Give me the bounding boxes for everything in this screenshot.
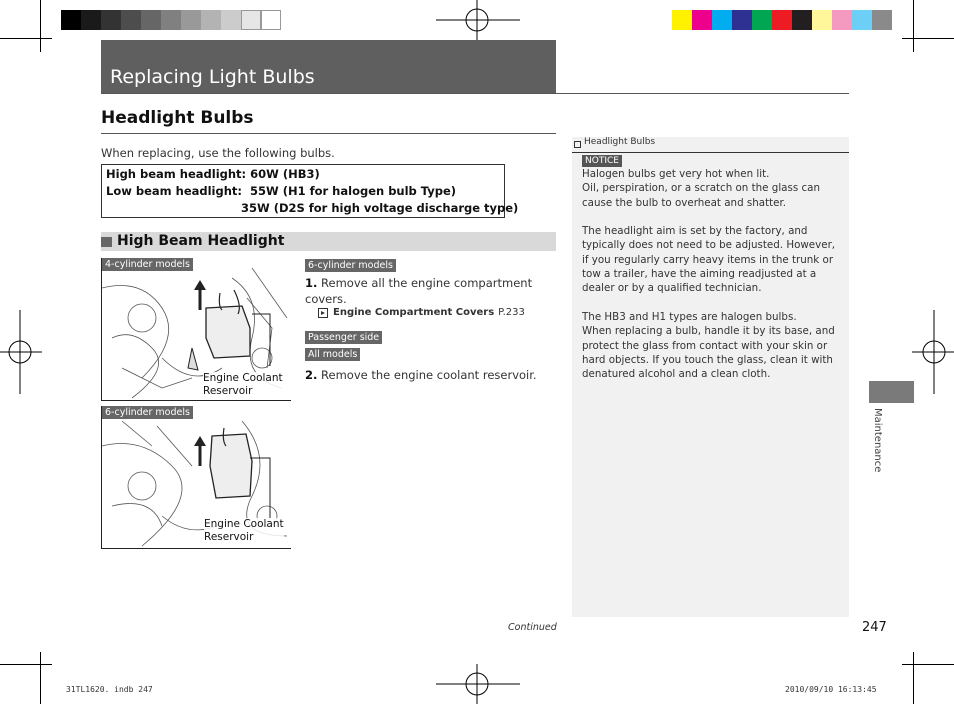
step-2	[305, 367, 555, 383]
color-swatch	[261, 10, 281, 30]
color-swatch	[672, 10, 692, 30]
step-number: 1.	[305, 276, 318, 290]
color-swatch	[181, 10, 201, 30]
color-swatch	[852, 10, 872, 30]
footer-timestamp: 2010/09/10 16:13:45	[785, 685, 877, 694]
color-swatch	[241, 10, 261, 30]
color-swatch	[161, 10, 181, 30]
color-swatch	[201, 10, 221, 30]
callout-line: Engine Coolant	[203, 372, 283, 384]
color-swatch	[772, 10, 792, 30]
registration-mark-right	[912, 310, 954, 394]
subsection-bar	[101, 232, 556, 251]
color-swatch	[121, 10, 141, 30]
step-1	[305, 275, 545, 307]
chapter-tab[interactable]	[869, 381, 914, 403]
subsection-title: High Beam Headlight	[117, 233, 285, 249]
section-title: Headlight Bulbs	[101, 108, 254, 128]
side-note-panel	[572, 137, 849, 617]
reference-page: P.233	[498, 307, 525, 318]
cross-reference[interactable]	[318, 307, 525, 318]
figure-4-cylinder	[101, 258, 291, 401]
side-note-title: Headlight Bulbs	[584, 137, 656, 147]
section-divider	[101, 133, 556, 134]
side-note-paragraph: Halogen bulbs get very hot when lit. Oil, perspiration, or a scratch on the glass can cause the bulb to overheat and shatter.	[582, 168, 820, 209]
callout-line: Reservoir	[204, 531, 254, 543]
color-swatch	[692, 10, 712, 30]
chapter-title-bar	[101, 40, 556, 93]
bulb-spec-row: Low beam headlight: 55W (H1 for halogen bulb Type)	[106, 184, 457, 198]
callout-line: Engine Coolant	[204, 518, 284, 530]
intro-text: When replacing, use the following bulbs.	[101, 146, 335, 160]
color-swatch	[792, 10, 812, 30]
color-swatch	[732, 10, 752, 30]
color-swatch	[101, 10, 121, 30]
bulb-spec-row: 35W (D2S for high voltage discharge type)	[241, 201, 519, 215]
page-title: Replacing Light Bulbs	[110, 66, 315, 88]
color-swatch	[752, 10, 772, 30]
color-swatch	[872, 10, 892, 30]
color-swatch	[81, 10, 101, 30]
figure-tag: 6-cylinder models	[102, 406, 193, 419]
reference-label: Engine Compartment Covers	[333, 307, 495, 318]
figure-tag: 4-cylinder models	[102, 258, 193, 271]
color-swatch	[141, 10, 161, 30]
registration-mark-top	[436, 0, 520, 44]
step-text: Remove all the engine compartment covers.	[305, 276, 533, 306]
model-tag: 6-cylinder models	[305, 259, 396, 272]
side-note-paragraph: The headlight aim is set by the factory, and typically does not need to be adjusted. However, if you regularly carry heavy items in the trunk or tow a trailer, have the aiming readjusted at a dealer or by a qualified technician.	[582, 225, 836, 295]
side-note-header	[572, 137, 849, 153]
side-note-paragraph: The HB3 and H1 types are halogen bulbs. When replacing a bulb, handle it by its base, and protect the glass from contact with your skin or hard objects. If you touch the glass, clean it with denatured alcohol and a clean cloth.	[582, 311, 835, 381]
color-swatch	[221, 10, 241, 30]
color-swatch	[832, 10, 852, 30]
color-swatch	[812, 10, 832, 30]
notice-badge: NOTICE	[582, 155, 622, 167]
continued-label: Continued	[508, 622, 557, 633]
subsection-square-icon	[101, 237, 112, 247]
figure-callout	[203, 372, 283, 398]
position-tag: Passenger side	[305, 331, 382, 344]
bulb-spec-row: High beam headlight: 60W (HB3)	[106, 167, 320, 181]
page-number: 247	[862, 620, 887, 635]
footer-file-info: 31TL1620. indb 247	[66, 685, 153, 694]
callout-line: Reservoir	[203, 385, 253, 397]
color-swatch	[712, 10, 732, 30]
bulb-spec-box	[101, 164, 519, 218]
color-swatch	[61, 10, 81, 30]
step-number: 2.	[305, 368, 318, 382]
step-text: Remove the engine coolant reservoir.	[321, 368, 537, 382]
registration-mark-bottom	[436, 664, 520, 704]
chapter-tab-label: Maintenance	[872, 408, 883, 473]
title-divider	[101, 93, 849, 94]
figure-callout	[204, 518, 284, 544]
figure-6-cylinder	[101, 406, 291, 549]
note-icon	[574, 141, 581, 148]
registration-mark-left	[0, 310, 44, 394]
model-tag: All models	[305, 348, 360, 361]
reference-arrow-icon	[318, 308, 328, 318]
